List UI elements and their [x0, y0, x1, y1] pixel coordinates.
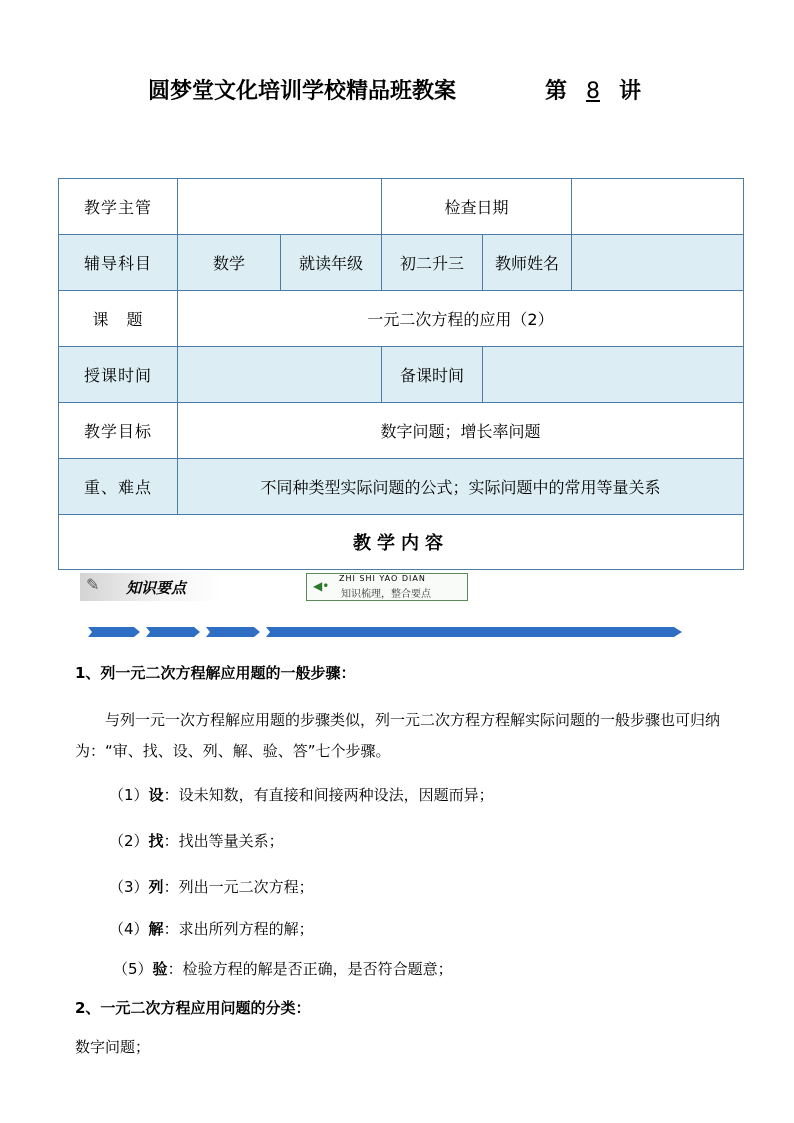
step-item-2	[109, 830, 284, 851]
decorative-arrows	[88, 625, 688, 639]
topic-value: 一元二次方程的应用（2）	[178, 291, 744, 347]
subject-label: 辅导科目	[59, 235, 178, 291]
table-row	[59, 515, 744, 570]
step-text: ：检验方程的解是否正确，是否符合题意；	[167, 960, 453, 978]
school-title: 圆梦堂文化培训学校精品班教案	[148, 79, 457, 104]
section-heading-1: 1、列一元二次方程解应用题的一般步骤：	[75, 664, 356, 682]
lecture-number: 8	[586, 79, 601, 104]
key-points-label: 重、难点	[59, 459, 178, 515]
goal-label: 教学目标	[59, 403, 178, 459]
supervisor-label: 教学主管	[59, 179, 178, 235]
table-row	[59, 179, 744, 235]
step-key: 列	[148, 878, 164, 896]
check-date-label: 检查日期	[382, 179, 572, 235]
step-key: 验	[152, 960, 168, 978]
banner-art-text: 知识要点	[126, 579, 187, 597]
content-header: 教学内容	[59, 515, 744, 570]
step-number: （1）	[109, 786, 149, 804]
banner-box	[306, 573, 468, 601]
step-text: ：求出所列方程的解；	[163, 920, 314, 938]
prep-time-value	[483, 347, 744, 403]
lecture-prefix: 第	[545, 79, 568, 104]
banner-subtitle: 知识梳理，整合要点	[341, 589, 431, 600]
lecture-number-label	[545, 74, 641, 105]
step-number: （4）	[109, 920, 149, 938]
category-item: 数字问题；	[75, 1038, 151, 1056]
subject-value: 数学	[178, 235, 281, 291]
lecture-suffix: 讲	[619, 79, 642, 104]
topic-label: 课 题	[59, 291, 178, 347]
step-text: ：设未知数，有直接和间接两种设法，因题而异；	[163, 786, 494, 804]
section-heading-2: 2、一元二次方程应用问题的分类：	[75, 999, 311, 1017]
table-row	[59, 403, 744, 459]
step-number: （2）	[109, 832, 149, 850]
knowledge-points-banner	[80, 573, 470, 605]
lesson-info-table	[58, 178, 744, 570]
grade-label: 就读年级	[281, 235, 382, 291]
goal-value: 数字问题；增长率问题	[178, 403, 744, 459]
key-points-value: 不同种类型实际问题的公式；实际问题中的常用等量关系	[178, 459, 744, 515]
table-row	[59, 347, 744, 403]
arrow-segment-icon	[206, 627, 260, 637]
intro-paragraph: 与列一元一次方程解应用题的步骤类似，列一元二次方程方程解实际问题的一般步骤也可归纳为：“审、找、设、列、解、验、答”七个步骤。	[75, 711, 721, 760]
banner-art	[80, 573, 220, 601]
arrow-segment-icon	[146, 627, 200, 637]
check-date-value	[572, 179, 744, 235]
step-key: 设	[148, 786, 164, 804]
arrow-segment-icon	[88, 627, 140, 637]
table-row	[59, 235, 744, 291]
step-key: 解	[148, 920, 164, 938]
step-item-4	[109, 918, 314, 939]
step-number: （3）	[109, 878, 149, 896]
table-row	[59, 459, 744, 515]
supervisor-value	[178, 179, 382, 235]
class-time-value	[178, 347, 382, 403]
arrow-segment-icon	[266, 627, 682, 637]
arrow-left-icon: ◀•	[313, 579, 330, 593]
step-item-5	[113, 958, 453, 979]
step-text: ：列出一元二次方程；	[163, 878, 314, 896]
table-row	[59, 291, 744, 347]
teacher-value	[572, 235, 744, 291]
step-text: ：找出等量关系；	[163, 832, 284, 850]
step-key: 找	[148, 832, 164, 850]
step-number: （5）	[113, 960, 153, 978]
grade-value: 初二升三	[382, 235, 483, 291]
teacher-label: 教师姓名	[483, 235, 572, 291]
pen-icon: ✎	[86, 575, 100, 594]
class-time-label: 授课时间	[59, 347, 178, 403]
step-item-3	[109, 876, 314, 897]
prep-time-label: 备课时间	[382, 347, 483, 403]
step-item-1	[109, 784, 494, 805]
banner-pinyin: ZHI SHI YAO DIAN	[339, 574, 426, 583]
